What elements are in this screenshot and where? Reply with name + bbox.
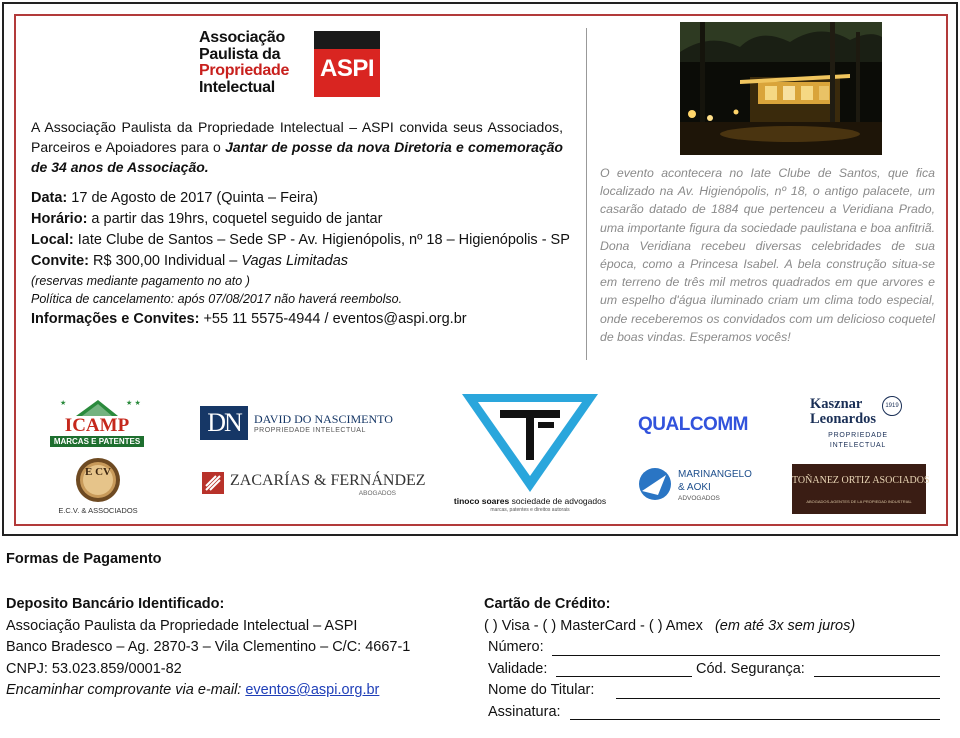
logo-line-2: Paulista da bbox=[199, 45, 281, 63]
kasznar-name-1: Kasznar bbox=[810, 396, 863, 412]
credit-heading: Cartão de Crédito: bbox=[484, 596, 611, 612]
ticket-label: Convite: bbox=[31, 253, 89, 269]
icamp-sub: MARCAS E PATENTES bbox=[53, 437, 141, 446]
card-holder-label: Nome do Titular: bbox=[488, 682, 595, 698]
card-security-line[interactable] bbox=[814, 676, 940, 677]
svg-text:★: ★ bbox=[60, 399, 67, 407]
marinangelo-sub: ADVOGADOS bbox=[678, 495, 720, 502]
logo-badge-text: ASPI bbox=[319, 55, 374, 82]
event-description: O evento acontecera no Iate Clube de Santos, que fica localizado na Av. Higienópolis, nº 18, o antigo palacete, um casarão datado de 1884 que pertenceu a Veridiana Prado, uma importante figura da sociedade paulistana e boa anfitriã. Dona Veridiana recebeu diversas celebridades de sua época, como a Princesa Isabel. A bela construção situa-se em terreno de três mil metros quadrados em que arvores e um espelho d'água iluminado criam um clima todo especial, onde receberemos os convidados com um delicioso coquetel de boas vindas. Esperamos vocês! bbox=[600, 166, 935, 344]
time-label: Horário: bbox=[31, 211, 88, 227]
sponsor-qualcomm-logo bbox=[638, 410, 756, 440]
place-value: Iate Clube de Santos – Sede SP - Av. Higienópolis, nº 18 – Higienópolis - SP bbox=[73, 232, 570, 248]
info-value: +55 11 5575-4944 / eventos@aspi.org.br bbox=[199, 311, 467, 327]
ticket-value: R$ 300,00 Individual – bbox=[89, 253, 242, 269]
dn-sub: PROPRIEDADE INTELECTUAL bbox=[254, 427, 366, 434]
kasznar-year: 1919 bbox=[882, 396, 902, 416]
zf-sub: ABOGADOS bbox=[358, 490, 396, 497]
credit-options-row bbox=[484, 616, 944, 638]
svg-text:★ ★: ★ ★ bbox=[126, 399, 141, 407]
intro-text: A Associação Paulista da Propriedade Intelectual – ASPI convida seus Associados, Parceiros e Apoiadores para o bbox=[31, 119, 563, 155]
card-validity-label: Validade: bbox=[488, 660, 548, 677]
payment-title: Formas de Pagamento bbox=[6, 551, 162, 567]
column-divider bbox=[586, 28, 587, 360]
card-number-line[interactable] bbox=[552, 655, 940, 656]
event-details bbox=[31, 188, 571, 330]
marinangelo-name: MARINANGELO bbox=[678, 469, 752, 480]
deposit-cnpj: CNPJ: 53.023.859/0001-82 bbox=[6, 660, 182, 677]
card-validity-line[interactable] bbox=[556, 676, 692, 677]
info-label: Informações e Convites: bbox=[31, 311, 200, 327]
card-number-label: Número: bbox=[488, 639, 544, 655]
cancellation-policy: Política de cancelamento: após 07/08/2017 não haverá reembolso. bbox=[31, 292, 403, 306]
deposit-section bbox=[6, 594, 476, 702]
icamp-name: ICAMP bbox=[64, 415, 130, 436]
info-row bbox=[31, 309, 571, 330]
reservation-note: (reservas mediante pagamento no ato ) bbox=[31, 274, 250, 288]
card-holder-field[interactable] bbox=[488, 680, 944, 702]
card-signature-line[interactable] bbox=[570, 719, 940, 720]
logo-badge-bar bbox=[314, 31, 380, 49]
sponsor-zacarias-fernandez-logo bbox=[200, 466, 426, 504]
kasznar-sub-2: INTELECTUAL bbox=[829, 442, 887, 449]
card-signature-field[interactable] bbox=[488, 702, 944, 724]
deposit-email-prefix: Encaminhar comprovante via e-mail: bbox=[6, 682, 246, 698]
logo-line-3: Propriedade bbox=[199, 62, 290, 79]
tonanez-name: TOÑANEZ ORTIZ bbox=[792, 475, 871, 486]
aspi-logo-text bbox=[199, 30, 311, 96]
sponsor-tinoco-soares-logo bbox=[444, 392, 616, 516]
tonanez-name2: ASOCIADOS bbox=[872, 475, 930, 486]
tinoco-name: tinoco soares bbox=[453, 496, 510, 506]
credit-card-section bbox=[484, 594, 944, 723]
sponsor-kasznar-leonardos-logo bbox=[810, 394, 906, 454]
deposit-heading: Deposito Bancário Identificado: bbox=[6, 596, 225, 612]
ticket-row bbox=[31, 251, 571, 272]
deposit-email-link[interactable]: eventos@aspi.org.br bbox=[245, 682, 380, 698]
date-row bbox=[31, 188, 571, 209]
tinoco-sub: sociedade de advogados bbox=[511, 496, 607, 506]
place-label: Local: bbox=[31, 232, 74, 248]
ecv-initials: E CV bbox=[85, 466, 111, 478]
card-brand-options[interactable]: ( ) Visa - ( ) MasterCard - ( ) Amex bbox=[484, 617, 703, 634]
aspi-logo-badge bbox=[314, 31, 380, 97]
venue-photo bbox=[680, 22, 882, 155]
card-number-field[interactable] bbox=[488, 637, 944, 659]
sponsor-tonanez-ortiz-logo bbox=[792, 464, 930, 514]
sponsor-marinangelo-aoki-logo bbox=[636, 463, 760, 509]
logo-line-4: Intelectual bbox=[199, 78, 275, 96]
dn-name: DAVID DO NASCIMENTO bbox=[254, 412, 393, 426]
card-security-label: Cód. Segurança: bbox=[696, 660, 805, 677]
card-signature-label: Assinatura: bbox=[488, 703, 561, 720]
dn-mark: DN bbox=[200, 406, 248, 440]
sponsor-icamp-logo bbox=[42, 396, 152, 448]
card-validity-row bbox=[488, 659, 944, 681]
date-value: 17 de Agosto de 2017 (Quinta – Feira) bbox=[67, 190, 318, 206]
time-value: a partir das 19hrs, coquetel seguido de jantar bbox=[87, 211, 383, 227]
sponsor-ecv-logo bbox=[52, 456, 144, 518]
invitation-intro bbox=[31, 117, 563, 177]
deposit-account-holder: Associação Paulista da Propriedade Intelectual – ASPI bbox=[6, 617, 358, 634]
kasznar-name-2: Leonardos bbox=[810, 411, 877, 427]
kasznar-sub-1: PROPRIEDADE bbox=[828, 432, 888, 439]
tinoco-small: marcas, patentes e direitos autorais bbox=[490, 507, 570, 513]
tonanez-sub: ABOGADOS-AGENTES DE LA PROPIEDAD INDUSTRIAL bbox=[806, 499, 912, 504]
installments-note: (em até 3x sem juros) bbox=[714, 617, 856, 634]
ecv-name: E.C.V. & ASSOCIADOS bbox=[58, 506, 138, 515]
ticket-note: Vagas Limitadas bbox=[241, 253, 349, 269]
qualcomm-name: QUALCOMM bbox=[638, 414, 748, 435]
logo-line-1: Associação bbox=[199, 29, 285, 46]
sponsor-david-do-nascimento-logo bbox=[200, 406, 396, 442]
card-holder-line[interactable] bbox=[616, 698, 940, 699]
zf-name: ZACARÍAS & FERNÁNDEZ bbox=[230, 472, 426, 489]
time-row bbox=[31, 209, 571, 230]
deposit-bank-details: Banco Bradesco – Ag. 2870-3 – Vila Clementino – C/C: 4667-1 bbox=[6, 639, 411, 655]
date-label: Data: bbox=[31, 190, 68, 206]
deposit-email-row bbox=[6, 680, 476, 702]
intro-highlight: Jantar de posse da nova Diretoria e comemoração de 34 anos de Associação. bbox=[31, 139, 563, 175]
place-row bbox=[31, 230, 571, 251]
marinangelo-name2: & AOKI bbox=[678, 482, 711, 493]
